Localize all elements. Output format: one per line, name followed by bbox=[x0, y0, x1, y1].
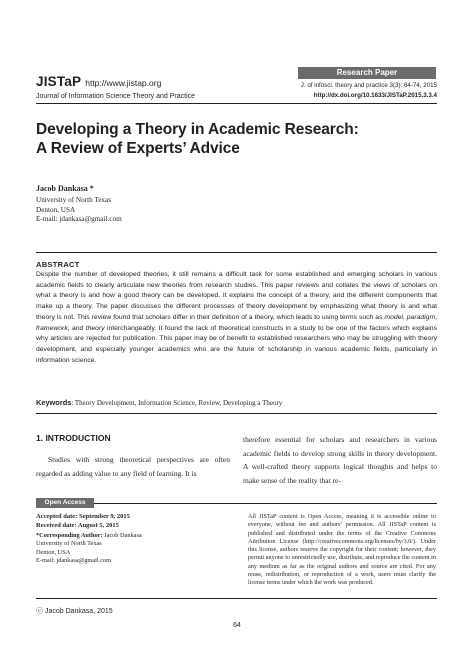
corresponding-author-name: Jacob Dankasa bbox=[102, 532, 142, 539]
author-name: Jacob Dankasa * bbox=[36, 184, 94, 193]
separator-2: , bbox=[435, 313, 437, 321]
journal-full-name: Journal of Information Science Theory and Practice bbox=[36, 93, 196, 100]
open-access-badge: Open Access bbox=[36, 498, 94, 508]
accepted-date: Accepted date: September 9, 2015 bbox=[36, 513, 130, 520]
citation-line: J. of infosci. theory and practice 3(3): 64-74, 2015 bbox=[300, 82, 437, 89]
keywords-divider bbox=[36, 413, 437, 414]
doi-link[interactable]: http://dx.doi.org/10.1633/JISTaP.2015.3.3.4 bbox=[313, 91, 437, 99]
journal-abbreviation: JISTaP bbox=[36, 74, 82, 89]
license-text: All JISTaP content is Open Access, meaning it is accessible online to everyone, without fee and authors’ permission. All JISTaP content is published and distributed under the terms of the Creative Commons Attribution License (http://creativecommons.org/licenses/by/3.0/). Under this license, authors reserve the copyright for their content; however, they permit anyone to unrestrictedly use, distribute, and reproduce the content in any medium as far as the original authors and source are cited. For any reuse, redistribution, or reproduction of a work, users must clarify the license terms under which the work was produced. bbox=[248, 513, 436, 587]
dates-block bbox=[36, 513, 130, 530]
corresponding-location: Denton, USA bbox=[36, 548, 71, 556]
author-block bbox=[36, 184, 122, 225]
term-theory: theory bbox=[85, 324, 105, 332]
open-access-divider bbox=[36, 503, 437, 504]
author-location: Denton, USA bbox=[36, 205, 76, 214]
title-line-2: A Review of Experts’ Advice bbox=[36, 140, 240, 157]
term-model: model bbox=[384, 313, 403, 321]
paper-title bbox=[36, 120, 436, 158]
author-email[interactable]: E-mail: jdankasa@gmail.com bbox=[36, 215, 122, 224]
header-divider bbox=[36, 103, 437, 104]
author-affiliation: University of North Texas bbox=[36, 195, 112, 204]
page-number: 64 bbox=[233, 622, 241, 629]
separator-3: , and bbox=[67, 324, 86, 332]
footer-divider bbox=[36, 598, 437, 599]
term-paradigm: paradigm bbox=[406, 313, 436, 321]
section-heading: 1. INTRODUCTION bbox=[36, 433, 111, 443]
corresponding-author-block bbox=[36, 532, 142, 565]
journal-url-link[interactable]: http://www.jistap.org bbox=[85, 78, 162, 88]
journal-header bbox=[36, 73, 195, 100]
abstract-text bbox=[36, 270, 437, 366]
corresponding-email[interactable]: E-mail: jdankasa@gmail.com bbox=[36, 556, 112, 564]
corresponding-author-label: *Corresponding Author: bbox=[36, 532, 103, 539]
abstract-heading: ABSTRACT bbox=[36, 260, 80, 269]
citation-block bbox=[301, 81, 437, 100]
term-framework: framework bbox=[36, 324, 68, 332]
copyright-notice: ⓒ Jacob Dankasa, 2015 bbox=[36, 608, 113, 615]
keywords-line bbox=[36, 398, 437, 407]
corresponding-affiliation: University of North Texas bbox=[36, 540, 102, 548]
title-line-1: Developing a Theory in Academic Research: bbox=[36, 121, 359, 138]
keywords-text: : Theory Development, Information Science, Review, Developing a Theory bbox=[71, 399, 283, 407]
abstract-part-2: interchangeably. It found the lack of theoretical constructs in a study to be one of the factors which explains why articles are rejected for publication. This paper may be of benefit to established researchers who may be struggling with theory development, and especially younger academics who are the future of scholarship in various academic fields, particularly in information science. bbox=[36, 324, 437, 364]
body-column-2: therefore essential for scholars and researchers in various academic fields to develop strong skills in theory development. A well-crafted theory supports logical thoughts and helps to make sense of the reality that re- bbox=[243, 435, 437, 485]
abstract-part-1: Despite the number of developed theories, it still remains a difficult task for some established and emerging scholars in various academic fields to clearly articulate new theories from research studies. This paper reviews and collates the views of scholars on what a theory is and how a good theory can be developed. It explains the concept of a theory, and the different components that make up a theory. The paper discusses the different processes of theory development by emphasizing what theory is and what theory is not. This review found that scholars differ in their definition of a theory, which leads to using terms such as bbox=[36, 271, 437, 321]
keywords-label: Keywords bbox=[36, 398, 72, 407]
abstract-divider bbox=[36, 252, 437, 253]
separator-1: , bbox=[402, 313, 407, 321]
body-column-1: Studies with strong theoretical perspectives are often regarded as adding value to any field of learning. It is bbox=[36, 455, 230, 478]
received-date: Received date: August 5, 2015 bbox=[36, 521, 119, 529]
research-paper-badge: Research Paper bbox=[298, 67, 436, 79]
